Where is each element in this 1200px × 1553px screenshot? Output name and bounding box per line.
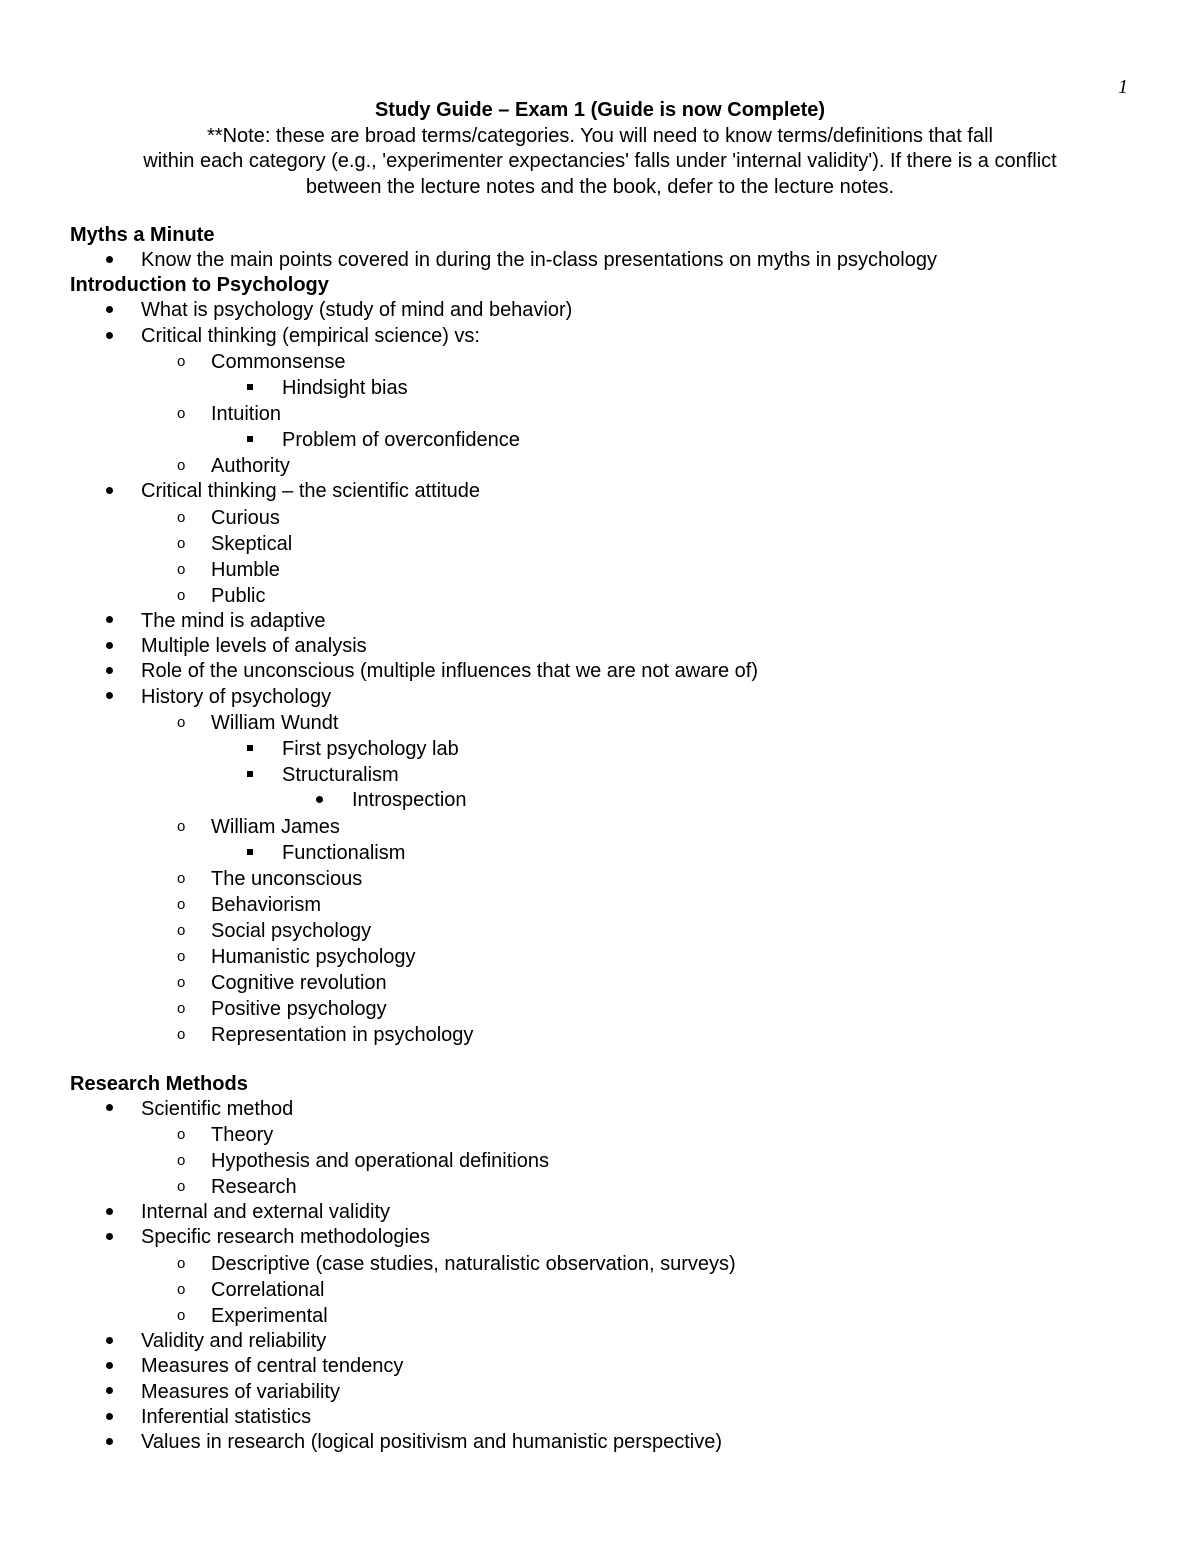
list-item-text: Hindsight bias: [282, 377, 408, 400]
list-item: [70, 375, 1130, 401]
square-bullet-icon: [247, 427, 253, 453]
list-item: [70, 634, 1130, 659]
list-item: [70, 298, 1130, 323]
list-item: [70, 996, 1130, 1022]
bullet-icon: [106, 634, 113, 659]
bullet-icon: [106, 1225, 113, 1250]
list-item: [70, 1430, 1130, 1455]
list-item-text: Correlational: [211, 1278, 325, 1301]
list-item-text: Inferential statistics: [141, 1405, 312, 1428]
list-item-text: Critical thinking (empirical science) vs:: [141, 324, 480, 347]
list-item: [70, 1022, 1130, 1048]
list-item: [70, 736, 1130, 762]
list-item: [70, 349, 1130, 375]
list-item-text: Skeptical: [211, 532, 293, 555]
circle-bullet-icon: o: [177, 1178, 186, 1196]
list-item-text: Internal and external validity: [141, 1201, 391, 1224]
bullet-icon: [106, 324, 113, 349]
circle-bullet-icon: o: [177, 353, 186, 371]
circle-bullet-icon: o: [177, 1254, 186, 1272]
list-item-text: Research: [211, 1176, 297, 1199]
circle-bullet-icon: o: [177, 921, 186, 939]
list-item-text: Theory: [211, 1124, 274, 1147]
circle-bullet-icon: o: [177, 714, 186, 732]
circle-bullet-icon: o: [177, 1280, 186, 1298]
list-item-text: Behaviorism: [211, 893, 322, 916]
list-item-text: Intuition: [211, 403, 282, 426]
circle-bullet-icon: o: [177, 817, 186, 835]
list-item: [70, 248, 1130, 273]
list-item-text: The mind is adaptive: [141, 609, 326, 632]
list-item-text: Know the main points covered in during the in-class presentations on myths in psychology: [141, 249, 937, 271]
bullet-icon: [316, 788, 323, 814]
list-item: [70, 1251, 1130, 1277]
list-item-text: Cognitive revolution: [211, 971, 387, 994]
list-item: [70, 1354, 1130, 1379]
page-title: Study Guide – Exam 1 (Guide is now Complete): [374, 99, 826, 121]
circle-bullet-icon: o: [177, 1152, 186, 1170]
list-item-text: Curious: [211, 506, 280, 529]
circle-bullet-icon: o: [177, 1306, 186, 1324]
circle-bullet-icon: o: [177, 405, 186, 423]
list-item-text: Specific research methodologies: [141, 1226, 431, 1249]
note-line-2: within each category (e.g., 'experimenter expectancies' falls under 'internal validity'). If there is a conflict: [143, 150, 1057, 172]
list-item: [70, 1174, 1130, 1200]
document-header: [70, 98, 1130, 200]
list-item: [70, 944, 1130, 970]
list-item-text: Measures of variability: [141, 1380, 340, 1403]
list-item: [70, 866, 1130, 892]
bullet-icon: [106, 248, 113, 273]
list-item: [70, 531, 1130, 557]
outline-content: [70, 223, 1130, 1456]
list-item: [70, 401, 1130, 427]
list-item-text: Introspection: [352, 789, 467, 812]
note-line-3: between the lecture notes and the book, defer to the lecture notes.: [305, 175, 895, 198]
list-item-text: Role of the unconscious (multiple influences that we are not aware of): [141, 660, 759, 683]
list-item: [70, 1148, 1130, 1174]
note-line-1: **Note: these are broad terms/categories. You will need to know terms/definitions that fall: [207, 124, 993, 147]
bullet-icon: [106, 1329, 113, 1354]
list-item-text: Values in research (logical positivism and humanistic perspective): [141, 1431, 722, 1454]
bullet-icon: [106, 1354, 113, 1379]
list-item-text: Scientific method: [141, 1097, 294, 1120]
circle-bullet-icon: o: [177, 947, 186, 965]
list-item-text: Humble: [211, 558, 280, 581]
circle-bullet-icon: o: [177, 457, 186, 475]
list-item-text: Commonsense: [211, 351, 346, 374]
bullet-icon: [106, 609, 113, 634]
list-item: [70, 1097, 1130, 1122]
list-item: [70, 557, 1130, 583]
list-item: [70, 659, 1130, 684]
circle-bullet-icon: o: [177, 560, 186, 578]
list-item-text: Multiple levels of analysis: [141, 634, 367, 657]
list-item: [70, 1329, 1130, 1354]
list-item-text: Hypothesis and operational definitions: [211, 1150, 549, 1173]
list-item-text: First psychology lab: [282, 738, 459, 761]
list-item: [70, 970, 1130, 996]
circle-bullet-icon: o: [177, 508, 186, 526]
list-item: [70, 1225, 1130, 1250]
list-item-text: Social psychology: [211, 919, 372, 942]
circle-bullet-icon: o: [177, 895, 186, 913]
list-item: [70, 918, 1130, 944]
bullet-icon: [106, 659, 113, 684]
list-item: [70, 479, 1130, 504]
list-item-text: The unconscious: [211, 867, 363, 890]
list-item: [70, 814, 1130, 840]
bullet-icon: [106, 479, 113, 504]
square-bullet-icon: [247, 840, 253, 866]
list-item: [70, 609, 1130, 634]
bullet-icon: [106, 1405, 113, 1430]
list-item-text: Humanistic psychology: [211, 945, 416, 968]
list-item: [70, 1277, 1130, 1303]
list-item-text: What is psychology (study of mind and behavior): [141, 299, 573, 322]
bullet-icon: [106, 1380, 113, 1405]
list-item-text: William Wundt: [211, 712, 339, 735]
list-item: [70, 788, 1130, 814]
list-item-text: Validity and reliability: [141, 1329, 327, 1352]
section-heading: Myths a Minute: [70, 224, 215, 246]
list-item-text: Problem of overconfidence: [282, 429, 520, 452]
circle-bullet-icon: o: [177, 586, 186, 604]
circle-bullet-icon: o: [177, 999, 186, 1017]
list-item-text: William James: [211, 815, 340, 838]
circle-bullet-icon: o: [177, 869, 186, 887]
list-item: [70, 762, 1130, 788]
square-bullet-icon: [247, 736, 253, 762]
bullet-icon: [106, 1097, 113, 1122]
list-item: [70, 453, 1130, 479]
list-item-text: Positive psychology: [211, 997, 387, 1020]
section-heading: Introduction to Psychology: [70, 274, 329, 297]
list-item: [70, 583, 1130, 609]
section-spacer: [70, 1048, 1130, 1072]
list-item-text: Functionalism: [282, 841, 406, 864]
circle-bullet-icon: o: [177, 534, 186, 552]
list-item: [70, 427, 1130, 453]
page-number: 1: [1118, 76, 1128, 98]
list-item: [70, 1303, 1130, 1329]
bullet-icon: [106, 1430, 113, 1455]
list-item-text: History of psychology: [141, 685, 332, 708]
circle-bullet-icon: o: [177, 973, 186, 991]
circle-bullet-icon: o: [177, 1126, 186, 1144]
list-item: [70, 1405, 1130, 1430]
list-item: [70, 505, 1130, 531]
list-item: [70, 1200, 1130, 1225]
list-item-text: Public: [211, 584, 266, 607]
bullet-icon: [106, 298, 113, 323]
list-item-text: Descriptive (case studies, naturalistic observation, surveys): [211, 1252, 736, 1275]
list-item-text: Representation in psychology: [211, 1023, 474, 1046]
list-item-text: Measures of central tendency: [141, 1355, 404, 1378]
list-item: [70, 892, 1130, 918]
list-item-text: Critical thinking – the scientific attitude: [141, 480, 481, 503]
list-item: [70, 324, 1130, 349]
list-item: [70, 1380, 1130, 1405]
square-bullet-icon: [247, 762, 253, 788]
list-item: [70, 710, 1130, 736]
list-item: [70, 685, 1130, 710]
list-item-text: Structuralism: [282, 764, 399, 787]
list-item: [70, 1122, 1130, 1148]
square-bullet-icon: [247, 375, 253, 401]
bullet-icon: [106, 685, 113, 710]
section-heading: Research Methods: [70, 1072, 248, 1095]
list-item: [70, 840, 1130, 866]
list-item-text: Experimental: [211, 1304, 328, 1327]
bullet-icon: [106, 1200, 113, 1225]
list-item-text: Authority: [211, 455, 290, 478]
circle-bullet-icon: o: [177, 1025, 186, 1043]
